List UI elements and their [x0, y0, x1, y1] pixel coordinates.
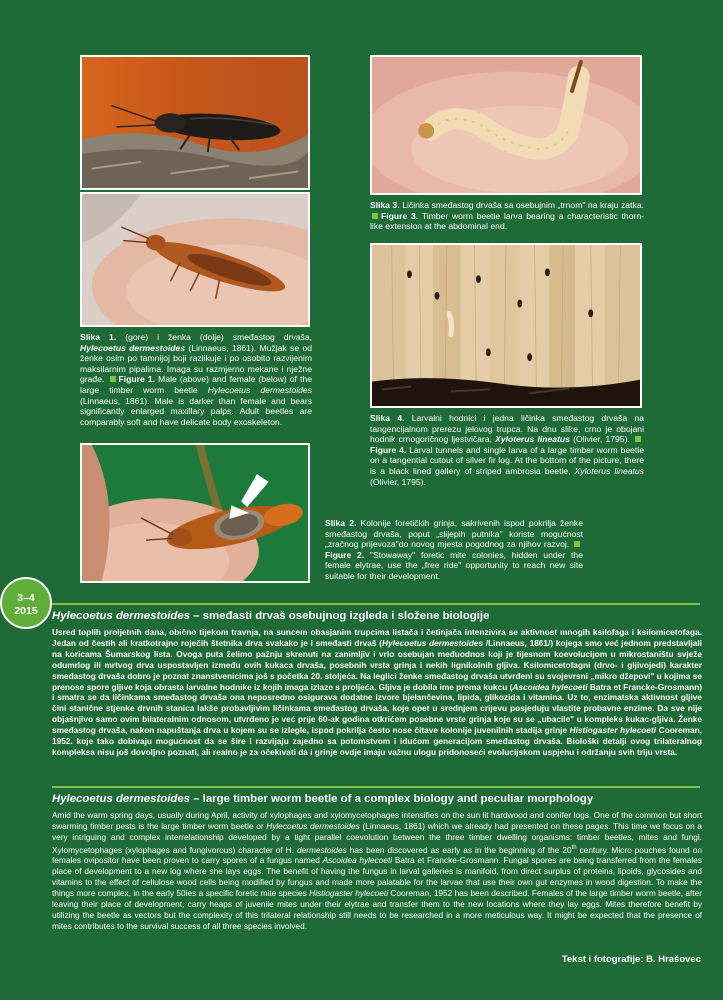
- bullet-square-icon: [110, 376, 116, 382]
- article-body-en: Amid the warm spring days, usually during April, activity of xylophages and xylomycetophages intensifies on the sun lit hardwood and conifer logs. One of the common but short swarming timber pests is the large timber worm beetle or Hylecoetus dermestoides (Linnaeus, 1861) which we already had presented on these pages. This time we focus on a very intriguing and complex interrelationship developed by a tight parallel coevolution between the three timber dwelling organisms: timber beetles, mites and fungi. Xylomycetophages (xylophages and fungivorous) character of H. dermestoides has been discovered as early as in the beginning of the 20th century. Micro pouches found on females ovipositor have been proven to carry spores of a fungus named Ascoidea hylecoeti Batra et Francke-Grosmann. Fungal spores are being transferred from the females place of development to a new log where she lays eggs. The benefit of having the fungus in larval galleries is manifold, from direct surplus of proteins, lipoids, glycosides and vitamins to the effect of cellulose wood cells being modified by fungus and made more palatable for the larvae that use their own gut enzymes in wood digestion. To make the things more complex, in the early 50ies a specific foretic mite species Histiogaster hylecoeti Cooreman, 1952 has been described. Females of the large timber worm beetle, after leaving their place of development, carry heaps of juvenile mites under their elytrae and transfer them to the new locations where they lay eggs. Mites therefore benefit by utilizing the beetle as vectors but the complexity of this trilateral relationship still needs to be researched in a more meticulous way. It might be expected that the presence of mites contributes to the survival success of all three species involved.: [52, 810, 702, 931]
- divider-rule: [52, 786, 700, 788]
- bullet-square-icon: [635, 436, 641, 442]
- issue-number: 3–4: [17, 592, 35, 604]
- caption-label: Slika 1.: [80, 332, 117, 342]
- photo-female-beetle: [80, 192, 310, 327]
- photo-female-with-mites: [80, 443, 310, 583]
- bullet-square-icon: [372, 213, 378, 219]
- article-title-hr: Hylecoetus dermestoides – smeđasti drvaš osebujnog izgleda i složene biologije: [52, 610, 490, 622]
- caption-figure-3: Slika 3. Ličinka smeđastog drvaša sa osebujnim „trnom" na kraju zatka. Figure 3. Timber worm beetle larva bearing a characteristic thorn-like extension at the abdominal end.: [370, 200, 645, 232]
- photo-larval-tunnels: [370, 243, 642, 408]
- article-title-en: Hylecoetus dermestoides – large timber worm beetle of a complex biology and peculiar morphology: [52, 793, 594, 805]
- photo-credit: Tekst i fotografije: B. Hrašovec: [561, 954, 701, 965]
- caption-figure-4: Slika 4. Larvalni hodnici i jedna ličinka smeđastog drvaša na tangencijalnom prerezu jelovog trupca. Na dnu slike, crno je obojani hodnik crnogoričnog ljestvičara, Xyloterus lineatus (Olivier, 1795). Figure 4. Larval tunnels and single larva of a large timber worm beetle on a tangential cutout of silver fir log. At the bottom of the picture, there is a black lined gallery of striped ambrosia beetle, Xyloterus lineatus (Olivier, 1795).: [370, 413, 644, 487]
- issue-year: 2015: [14, 605, 38, 617]
- divider-rule: [52, 603, 700, 605]
- article-body-hr: Usred toplih proljetnih dana, obično tijekom travnja, na suncem obasjanim trupcima listača i četinjača intenzivira se aktivnost mnogih ksilofaga i ksilomicetofaga. Jedan od čestih ali kratkotrajno roječih štetnika drva svakako je i smeđasti drvaš (Hylecoetus dermestoides /Linnaeus, 1861/) kojega smo već jednom predstavljali na koricama Šumarskog lista. Ovoga puta želimo pažnju skrenuti na zanimljiv i vrlo osebujan međuodnos koji je tijesnom koevolucijom u mikrostaništu svježe odumrlog ili mrtvog drva uspostavljen između ovih kukaca drvaša, posebnih vrsta grinja i nekih lignikolnih gljiva. Ksilomicetofagni (drvo- i gljivojedi) karakter smeđastog drvaša dobro je poznat znanstvenicima još s početka 20. stoljeća. Na leglici ženke smeđastog drvaša utvrđeni su svojevrsni „mikro džepovi" u kojima se prenose spore gljive koja obrasta larvalne hodnike iz kojih imaga izlaze s proljeća. Gljiva je dobila ime prema kukcu (Ascoidea hylecoeti Batra et Francke-Grosmann) i smatra se da ličinkama smeđastog drvaša ona neposredno osigurava dodatne izvore bjelančevina, lipida, glikozida i vitamina. Uz to, enzimatska aktivnost gljive čini stanične stjenke drvnih stanica lakše probavljivim ličinkama smeđastog drvaša, koje opet u srednjem crijevu posjeduju vlastite probavne enzime. Da sve nije objašnjivo samo ovim bilateralnim odnosom, utvrđeno je već prije 60-ak godina otkrićem posebne vrste grinja koje su se „ubacile" u kompleks kukac-gljiva. Ženke smeđastog drvaša, nakon napuštanja drva u kojem su se izlegle, ispod pokrilja često nose čitave kolonije juvenilnih stadija grinje Histiogaster hylecoeti Cooreman, 1952. koje tako dobivaju mogućnost da se šire i razvijaju zajedno sa potomstvom i idućom generacijom smeđastog drvaša. Biološki detalji ovog trilateralnog kompleksa nisu još dovoljno poznati, ali realno je za očekivati da i grinje ovdje imaju važnu ulogu pridonoseći evolucijskom uspjehu i održanju svih triju vrsta.: [52, 627, 702, 757]
- photo-male-beetle: [80, 55, 310, 190]
- photo-larva: [370, 55, 642, 195]
- issue-badge: [0, 577, 52, 629]
- caption-figure-2: Slika 2. Kolonije foretičkih grinja, sakrivenih ispod pokrilja ženke smeđastog drvaša, poput „slijepih putnika" koriste mogućnost „zračnog prijevoza"do novog mjesta pogodnog za njihov razvoj. Figure 2. "Stowaway" foretic mite colonies, hidden under the female elytrae, use the „free ride" opportunity to reach new site suitable for their development.: [325, 518, 583, 581]
- caption-figure-1: Slika 1. (gore) i ženka (dolje) smeđastog drvaša, Hylecoetus dermestoides (Linnaeus, 1861). Mužjak se od ženke osim po tamnijoj boji razlikuje i po osobito razvijenim maksilarnim pipalima. Imaga su razmjerno mekane i nježne građe. Figure 1. Male (above) and female (below) of the large timber worm beetle Hylecoetus dermestoides (Linnaeus, 1861). Male is darker than female and bears significantly enlarged maxillary palps. Adult beetles are comparably soft and have delicate body exoskeleton.: [80, 332, 313, 427]
- bullet-square-icon: [574, 541, 580, 547]
